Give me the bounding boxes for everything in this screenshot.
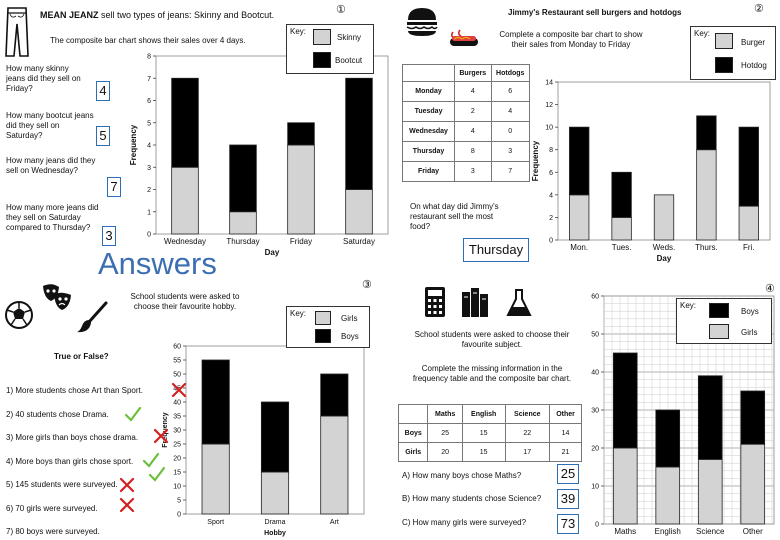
bar-segment-skinny: [172, 167, 199, 234]
bar-segment-burger: [654, 195, 674, 240]
bar-segment-boys: [613, 353, 637, 448]
table-cell: 8: [455, 142, 491, 162]
bar-segment-boys: [698, 376, 722, 460]
statement-2: [6, 410, 109, 419]
key-swatch-hotdog: [715, 57, 733, 73]
bar-segment-hotdog: [739, 127, 759, 206]
table-cell: 3: [455, 162, 491, 182]
x-tick-label: Thurs.: [695, 243, 718, 252]
answer-box-3: 7: [107, 177, 121, 197]
x-tick-label: English: [654, 527, 681, 536]
y-tick-label: 30: [591, 407, 599, 415]
x-tick-label: Friday: [289, 237, 313, 246]
bar-segment-skinny: [346, 190, 373, 235]
y-axis-label: Frequency: [531, 140, 540, 182]
statement-number: 3): [6, 433, 16, 442]
question-4: How many more jeans did they sell on Saturday compared to Thursday?: [6, 203, 99, 232]
question-2: How many bootcut jeans did they sell on Saturday?: [6, 111, 94, 140]
table-cell: Tuesday: [403, 102, 455, 122]
statement-number: 5): [6, 480, 16, 489]
tick-stroke: [150, 468, 164, 480]
cross-icon: [152, 428, 170, 444]
statement-7: [6, 527, 100, 536]
panel4-number: ④: [765, 283, 775, 295]
bar-segment-bootcut: [346, 78, 373, 189]
cross-icon: [118, 497, 136, 513]
answer-box-2: 5: [96, 126, 110, 146]
y-tick-label: 5: [177, 497, 181, 505]
y-tick-label: 6: [549, 169, 553, 177]
bar-segment-boys: [261, 402, 288, 472]
answers-label: Answers: [98, 246, 217, 281]
table-cell: 15: [462, 443, 505, 462]
table-header: Burgers: [455, 65, 491, 82]
bar-segment-skinny: [288, 145, 315, 234]
y-tick-label: 4: [147, 142, 151, 150]
y-tick-label: 20: [591, 445, 599, 453]
statement-text: 70 girls were surveyed.: [15, 503, 98, 513]
table-subject: [398, 404, 582, 462]
panel2-instruction: Complete a composite bar chart to show their sales from Monday to Friday: [499, 30, 643, 49]
y-tick-label: 10: [545, 124, 553, 132]
statement-6: [6, 504, 98, 513]
chart-jeans: [126, 48, 394, 264]
chart-restaurant: [530, 74, 776, 264]
x-tick-label: Science: [696, 527, 725, 536]
panel3-number: ③: [362, 279, 372, 291]
x-tick-label: Mon.: [570, 243, 589, 252]
statement-5: [6, 480, 118, 489]
answer-box-c: 73: [557, 514, 579, 534]
panel4-instruction: Complete the missing information in the frequency table and the composite bar chart.: [412, 364, 572, 383]
books-icon: [460, 286, 490, 318]
x-tick-label: Sport: [207, 519, 225, 526]
table-row: [403, 82, 530, 102]
y-tick-label: 15: [173, 469, 181, 477]
cross-stroke: [121, 499, 133, 511]
bar-segment-bootcut: [288, 123, 315, 145]
tick-icon: [148, 466, 166, 482]
y-tick-label: 2: [147, 187, 151, 194]
y-tick-label: 8: [549, 147, 553, 155]
panel1-subtitle: The composite bar chart shows their sales over 4 days.: [50, 36, 246, 45]
panel3-title: School students were asked to choose their favourite hobby.: [130, 292, 240, 311]
key-title: Key:: [694, 29, 711, 38]
bar-segment-hotdog: [612, 172, 632, 217]
y-tick-label: 12: [545, 102, 553, 110]
table-cell: 4: [455, 82, 491, 102]
bar-segment-boys: [202, 360, 229, 444]
key-swatch-girls: [315, 311, 331, 325]
key-restaurant: [690, 26, 776, 80]
statement-number: 7): [6, 527, 16, 536]
y-tick-label: 10: [591, 483, 599, 491]
statement-text: 40 students chose Drama.: [15, 409, 109, 419]
calculator-icon: [424, 286, 446, 318]
table-cell: 21: [550, 443, 582, 462]
bar-segment-girls: [613, 448, 637, 524]
table-header-blank: [399, 405, 428, 424]
statement-text: 80 boys were surveyed.: [15, 527, 100, 536]
statement-1: [6, 386, 143, 395]
panel2-number: ②: [754, 3, 764, 15]
bar-segment-bootcut: [172, 78, 199, 167]
cross-icon: [118, 477, 136, 493]
paintbrush-icon: [76, 300, 110, 334]
y-tick-label: 25: [173, 441, 181, 449]
table-restaurant: [402, 64, 530, 182]
table-row: [403, 102, 530, 122]
x-axis-label: Day: [656, 254, 672, 263]
y-tick-label: 0: [549, 237, 553, 245]
key-label-hotdog: Hotdog: [741, 61, 767, 70]
flask-icon: [506, 288, 532, 318]
statement-text: More boys than girls chose sport.: [15, 456, 134, 466]
statement-number: 1): [6, 386, 16, 395]
y-axis-label: Frequency: [162, 412, 169, 448]
statement-text: 145 students were surveyed.: [15, 480, 118, 489]
bar-segment-bootcut: [230, 145, 257, 212]
tick-stroke: [126, 408, 140, 420]
bar-segment-girls: [261, 472, 288, 514]
key-title: Key:: [680, 301, 697, 310]
y-tick-label: 3: [147, 164, 151, 172]
y-tick-label: 50: [591, 331, 599, 339]
bar-segment-boys: [656, 410, 680, 467]
y-tick-label: 40: [591, 369, 599, 377]
table-cell: Monday: [403, 82, 455, 102]
table-cell: 25: [428, 424, 462, 443]
cross-stroke: [121, 479, 133, 491]
cross-stroke: [155, 430, 167, 442]
table-cell: 14: [550, 424, 582, 443]
table-header: Other: [550, 405, 582, 424]
table-header: Maths: [428, 405, 462, 424]
y-axis-label: Frequency: [129, 124, 138, 166]
table-header: Hotdogs: [491, 65, 530, 82]
y-tick-label: 2: [549, 214, 553, 222]
table-row: [403, 122, 530, 142]
statement-3: [6, 433, 138, 442]
y-tick-label: 0: [595, 521, 599, 529]
y-tick-label: 60: [173, 343, 181, 351]
statement-text: More students chose Art than Sport.: [15, 386, 143, 395]
table-header-blank: [403, 65, 455, 82]
bar-segment-burger: [697, 150, 717, 240]
table-cell: Wednesday: [403, 122, 455, 142]
bar-segment-burger: [612, 217, 632, 240]
tick-icon: [124, 406, 142, 422]
table-row: [399, 443, 582, 462]
hotdog-icon: [448, 26, 480, 50]
statement-number: 6): [6, 503, 16, 513]
x-tick-label: Other: [742, 527, 763, 536]
bar-segment-skinny: [230, 212, 257, 234]
table-cell: 2: [455, 102, 491, 122]
key-label-bootcut: Bootcut: [335, 56, 363, 65]
answer-box-4: 3: [102, 226, 116, 246]
burger-icon: [404, 4, 440, 38]
true-false-heading: True or False?: [54, 352, 109, 361]
statement-4: [6, 457, 133, 466]
y-tick-label: 14: [545, 79, 553, 87]
table-cell: 4: [491, 102, 530, 122]
table-cell: Boys: [399, 424, 428, 443]
key-swatch-boys: [315, 329, 331, 343]
table-cell: Girls: [399, 443, 428, 462]
y-tick-label: 60: [591, 293, 599, 301]
question-c: C) How many girls were surveyed?: [402, 518, 527, 527]
question-b: B) How many students chose Science?: [402, 494, 542, 503]
y-tick-label: 8: [147, 53, 151, 61]
y-tick-label: 7: [147, 75, 151, 83]
bar-segment-hotdog: [569, 127, 589, 195]
table-cell: 20: [428, 443, 462, 462]
y-tick-label: 0: [147, 231, 151, 239]
x-tick-label: Thursday: [226, 237, 260, 246]
x-tick-label: Art: [329, 519, 339, 526]
y-tick-label: 6: [147, 98, 151, 105]
y-tick-label: 5: [147, 120, 151, 128]
statement-number: 2): [6, 409, 16, 419]
table-header: English: [462, 405, 505, 424]
bar-segment-girls: [698, 459, 722, 524]
x-tick-label: Drama: [264, 519, 286, 526]
key-swatch-skinny: [313, 29, 331, 45]
y-tick-label: 20: [173, 455, 181, 463]
table-cell: Thursday: [403, 142, 455, 162]
bar-segment-girls: [741, 444, 765, 524]
theatre-masks-icon: [40, 282, 74, 316]
bar-segment-girls: [321, 416, 348, 514]
table-cell: 3: [491, 142, 530, 162]
key-label-boys: Boys: [341, 332, 359, 341]
panel1-title: [40, 10, 274, 20]
table-header: Science: [505, 405, 550, 424]
table-cell: 0: [491, 122, 530, 142]
table-cell: 6: [491, 82, 530, 102]
cross-icon: [170, 382, 188, 398]
football-icon: [4, 300, 34, 330]
statement-number: 4): [6, 456, 16, 466]
key-label-girls: Girls: [741, 328, 758, 337]
y-tick-label: 35: [173, 413, 181, 421]
panel2-question: On what day did Jimmy's restaurant sell the most food?: [410, 202, 499, 231]
question-3: How many jeans did they sell on Wednesday?: [6, 156, 96, 175]
bar-segment-burger: [739, 206, 759, 240]
y-tick-label: 40: [173, 399, 181, 407]
table-row: [403, 142, 530, 162]
key-swatch-boys: [709, 303, 729, 318]
x-tick-label: Weds.: [652, 243, 676, 252]
table-cell: 7: [491, 162, 530, 182]
bar-segment-burger: [569, 195, 589, 240]
y-tick-label: 50: [173, 371, 181, 379]
key-label-burger: Burger: [741, 38, 766, 47]
y-tick-label: 10: [173, 483, 181, 491]
bar-segment-hotdog: [697, 116, 717, 150]
tick-stroke: [144, 454, 158, 466]
answer-box-1: 4: [96, 81, 110, 101]
table-cell: 4: [455, 122, 491, 142]
y-tick-label: 45: [173, 385, 181, 393]
bar-segment-girls: [656, 467, 680, 524]
x-tick-label: Maths: [614, 527, 637, 536]
answer-box-b: 39: [557, 489, 579, 509]
key-swatch-bootcut: [313, 52, 331, 68]
y-tick-label: 55: [173, 357, 181, 365]
answer-box-a: 25: [557, 464, 579, 484]
bar-segment-boys: [741, 391, 765, 444]
table-row: [403, 162, 530, 182]
y-tick-label: 30: [173, 427, 181, 435]
question-a: A) How many boys chose Maths?: [402, 471, 522, 480]
key-subject: [676, 298, 772, 344]
table-cell: 15: [462, 424, 505, 443]
y-tick-label: 0: [177, 511, 181, 519]
x-axis-label: Day: [264, 248, 280, 257]
x-tick-label: Fri.: [743, 243, 755, 252]
key-title: Key:: [290, 309, 307, 318]
chart-hobby: [156, 338, 368, 540]
panel2-title: Jimmy's Restaurant sell burgers and hotdogs: [508, 8, 682, 17]
y-tick-label: 1: [147, 209, 151, 217]
title-rest: sell two types of jeans: Skinny and Bootcut.: [98, 10, 275, 20]
table-cell: 17: [505, 443, 550, 462]
question-1: How many skinny jeans did they sell on Friday?: [6, 64, 81, 93]
cross-stroke: [173, 384, 185, 396]
key-title: Key:: [290, 27, 307, 36]
x-tick-label: Saturday: [342, 237, 376, 246]
bar-segment-girls: [202, 444, 229, 514]
answer-box-thursday: Thursday: [463, 238, 529, 262]
x-axis-label: Hobby: [264, 530, 286, 537]
panel1-number: ①: [336, 4, 346, 16]
table-row: [399, 424, 582, 443]
y-tick-label: 4: [549, 192, 553, 200]
key-jeans: [286, 24, 374, 74]
key-swatch-girls: [709, 324, 729, 339]
brand-name: MEAN JEANZ: [40, 10, 99, 20]
bar-segment-boys: [321, 374, 348, 416]
panel4-intro: School students were asked to choose their favourite subject.: [414, 330, 570, 349]
key-label-skinny: Skinny: [337, 33, 362, 42]
key-hobby: [286, 306, 370, 348]
x-tick-label: Tues.: [611, 243, 632, 252]
key-label-boys: Boys: [741, 307, 759, 316]
key-label-girls: Girls: [341, 314, 358, 323]
table-cell: 22: [505, 424, 550, 443]
table-cell: Friday: [403, 162, 455, 182]
key-swatch-burger: [715, 33, 733, 49]
statement-text: More girls than boys chose drama.: [15, 433, 139, 442]
jeans-icon: [4, 6, 30, 58]
x-tick-label: Wednesday: [163, 237, 207, 246]
